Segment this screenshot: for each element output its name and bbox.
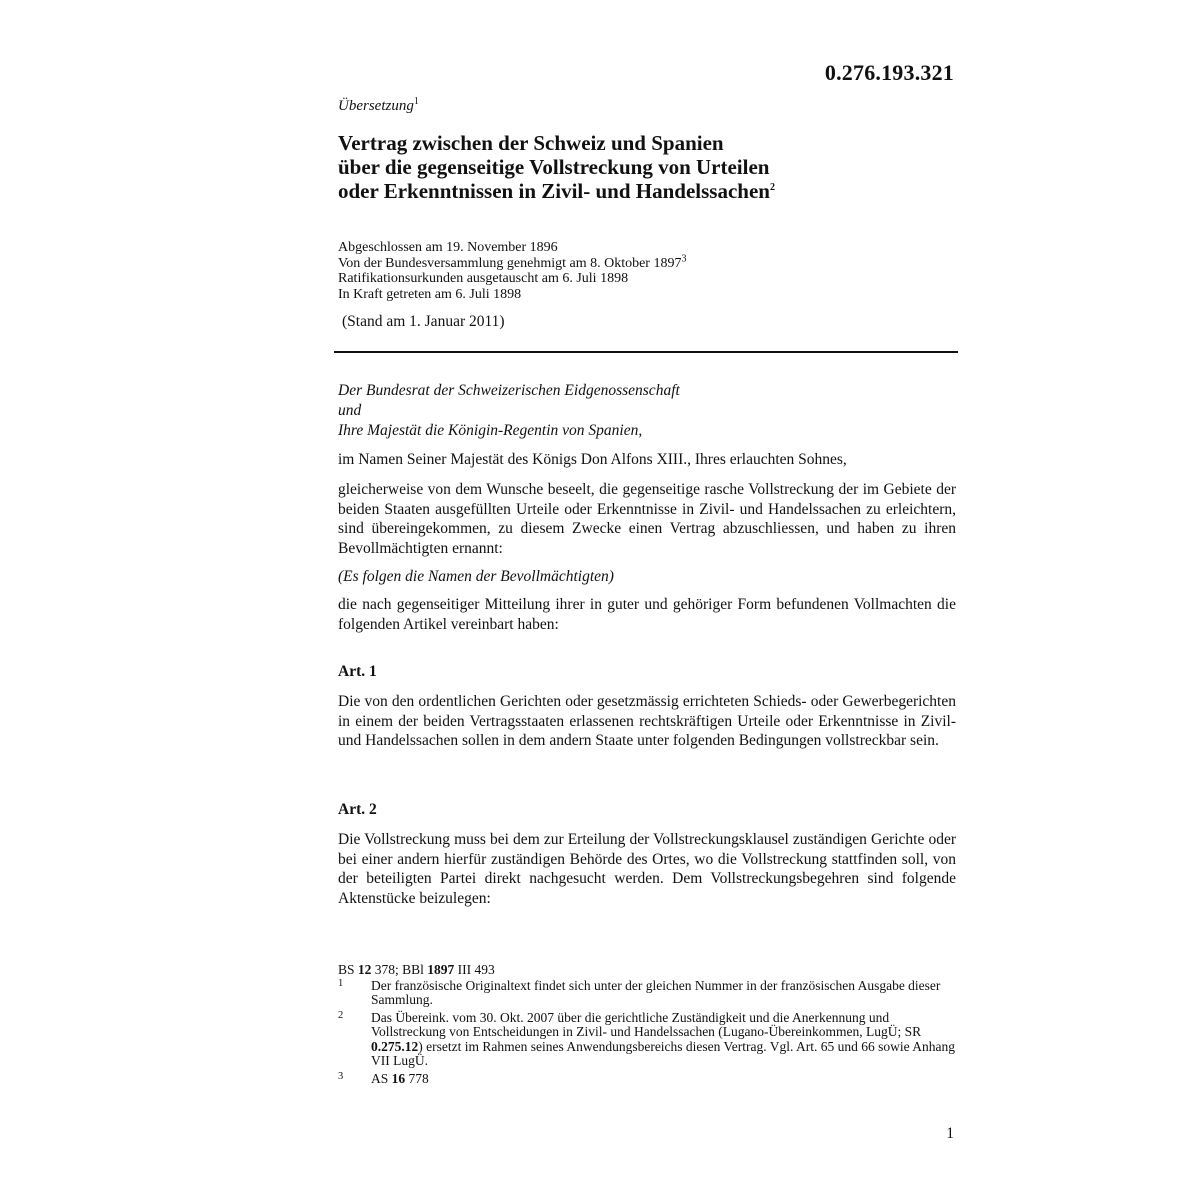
footnote-source — [338, 963, 958, 978]
translation-label — [338, 98, 419, 115]
footnote-2-number: 2 — [338, 1009, 344, 1021]
translation-label-text: Übersetzung — [338, 98, 414, 114]
footnote-1 — [338, 979, 958, 1008]
footnote-1-text: Der französische Originaltext findet sich unter der gleichen Nummer in der französischen Ausgabe dieser Sammlung. — [371, 977, 941, 1007]
preamble-and: und — [338, 402, 362, 419]
footnote-ref-3[interactable]: 3 — [681, 252, 687, 264]
footnote-ref-1[interactable]: 1 — [413, 96, 419, 107]
meta-approved-text: Von der Bundesversammlung genehmigt am 8. Oktober 1897 — [338, 255, 682, 271]
footnote-2-text-before: Das Übereink. vom 30. Okt. 2007 über die gerichtliche Zuständigkeit und die Anerkennung und Vollstreckung von Entscheidungen in Zivil- und Handelssachen (Lugano-Übereinkommen, LugÜ; SR — [371, 1009, 922, 1039]
footnote-1-number: 1 — [338, 977, 344, 989]
sr-number: 0.276.193.321 — [824, 60, 954, 85]
article-1-text: Die von den ordentlichen Gerichten oder gesetzmässig errichteten Schieds- oder Gewerbegerichten in einem der beiden Vertragsstaaten erlassenen rechtskräftigen Urteile oder Erkenntnisse in Zivil- und Handelssachen sollen in dem andern Staate unter folgenden Bedingungen vollstreckbar sein. — [338, 693, 956, 749]
title-line-2: über die gegenseitige Vollstreckung von Urteilen — [338, 155, 770, 179]
preamble-paragraph-1: im Namen Seiner Majestät des Königs Don Alfons XIII., Ihres erlauchten Sohnes, — [338, 451, 847, 468]
meta-ratified: Ratifikationsurkunden ausgetauscht am 6. Juli 1898 — [338, 271, 629, 286]
title-line-3-text: oder Erkenntnissen in Zivil- und Handelssachen — [338, 179, 770, 203]
footnote-2-text-after: ) ersetzt im Rahmen seines Anwendungsbereichs diesen Vertrag. Vgl. Art. 65 und 66 sowie Anhang VII LugÜ. — [371, 1038, 956, 1068]
article-2-text: Die Vollstreckung muss bei dem zur Erteilung der Vollstreckungsklausel zuständigen Gerichte oder bei einer andern hierfür zuständigen Behörde des Ortes, wo die Vollstreckung stattfinden soll, von der beteiligten Partei direkt nachgesucht werden. Dem Vollstreckungsbegehren sind folgende Aktenstücke beizulegen: — [338, 831, 956, 907]
source-bs-prefix: BS — [338, 962, 358, 977]
meta-concluded: Abgeschlossen am 19. November 1896 — [338, 240, 558, 255]
preamble-paragraph-2: gleicherweise von dem Wunsche beseelt, die gegenseitige rasche Vollstreckung der im Gebiete der beiden Staaten ausgefüllten Urteile oder Erkenntnisse in Zivil- und Handelssachen zu erleichtern, sind übereingekommen, zu diesem Zwecke einen Vertrag abzuschliessen, und haben zu ihren Bevollmächtigten ernannt: — [338, 481, 956, 557]
page-number: 1 — [946, 1125, 954, 1142]
title-line-1: Vertrag zwischen der Schweiz und Spanien — [338, 131, 724, 155]
preamble-party-1: Der Bundesrat der Schweizerischen Eidgenossenschaft — [338, 382, 680, 399]
meta-in-force: In Kraft getreten am 6. Juli 1898 — [338, 286, 522, 302]
source-bs-page: 378; BBl — [371, 962, 428, 977]
document-title — [338, 131, 958, 203]
preamble-paragraph-4: die nach gegenseitiger Mitteilung ihrer in guter und gehöriger Form befundenen Vollmachten die folgenden Artikel vereinbart haben: — [338, 596, 956, 633]
source-bbl-year: 1897 — [427, 962, 455, 977]
source-bs-volume: 12 — [357, 962, 372, 977]
meta-approved — [338, 252, 958, 272]
footnote-3-number: 3 — [338, 1070, 344, 1082]
footnote-2 — [338, 1011, 958, 1069]
meta-status: (Stand am 1. Januar 2011) — [342, 313, 505, 330]
footnote-3-text-after: 778 — [405, 1070, 429, 1086]
preamble-party-2: Ihre Majestät die Königin-Regentin von Spanien, — [338, 422, 643, 439]
document-meta — [338, 240, 958, 302]
article-2-heading: Art. 2 — [338, 801, 377, 818]
preamble-paragraph-3: (Es folgen die Namen der Bevollmächtigten) — [338, 568, 614, 585]
header-divider — [334, 351, 958, 353]
footnote-ref-2[interactable]: 2 — [769, 182, 775, 193]
article-1-heading: Art. 1 — [338, 663, 377, 680]
footnote-3-as-volume: 16 — [391, 1070, 406, 1086]
title-line-3 — [338, 179, 958, 203]
preamble-parties — [338, 381, 956, 441]
source-bbl-rest: III 493 — [454, 962, 495, 977]
footnote-3 — [338, 1072, 958, 1087]
footnotes — [338, 963, 958, 1089]
footnote-3-text-before: AS — [371, 1070, 392, 1086]
footnote-2-sr-link[interactable]: 0.275.12 — [371, 1038, 419, 1054]
